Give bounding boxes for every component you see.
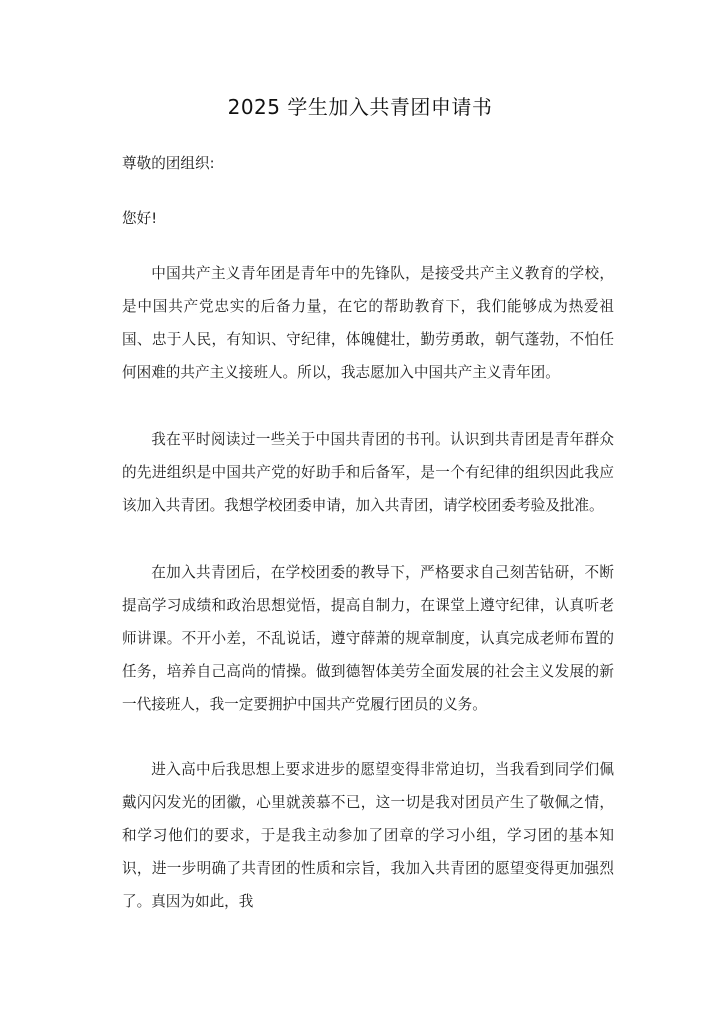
greeting: 您好! xyxy=(122,210,158,227)
paragraph-2: 我在平时阅读过一些关于中国共青团的书刊。认识到共青团是青年群众的先进组织是中国共产党的好助手和后备军，是一个有纪律的组织因此我应该加入共青团。我想学校团委申请，加入共青团，请学校团委考验及批准。 xyxy=(122,431,614,514)
paragraph-1: 中国共产主义青年团是青年中的先锋队，是接受共产主义教育的学校，是中国共产党忠实的后备力量，在它的帮助教育下，我们能够成为热爱祖国、忠于人民，有知识、守纪律，体魄健壮，勤劳勇敢，朝气蓬勃，不怕任何困难的共产主义接班人。所以，我志愿加入中国共产主义青年团。 xyxy=(122,265,614,381)
paragraph-3: 在加入共青团后，在学校团委的教导下，严格要求自己刻苦钻研，不断提高学习成绩和政治思想觉悟，提高自制力，在课堂上遵守纪律，认真听老师讲课。不开小差，不乱说话，遵守薛萧的规章制度，认真完成老师布置的任务，培养自己高尚的情操。做到德智体美劳全面发展的社会主义发展的新一代接班人，我一定要拥护中国共产党履行团员的义务。 xyxy=(122,564,614,713)
salutation: 尊敬的团组织: xyxy=(122,155,215,172)
paragraph-4: 进入高中后我思想上要求进步的愿望变得非常迫切，当我看到同学们佩戴闪闪发光的团徽，心里就羡慕不已，这一切是我对团员产生了敬佩之情，和学习他们的要求，于是我主动参加了团章的学习小组，学习团的基本知识，进一步明确了共青团的性质和宗旨，我加入共青团的愿望变得更加强烈了。真因为如此，我 xyxy=(122,761,614,910)
document-title: 2025 学生加入共青团申请书 xyxy=(227,95,493,119)
